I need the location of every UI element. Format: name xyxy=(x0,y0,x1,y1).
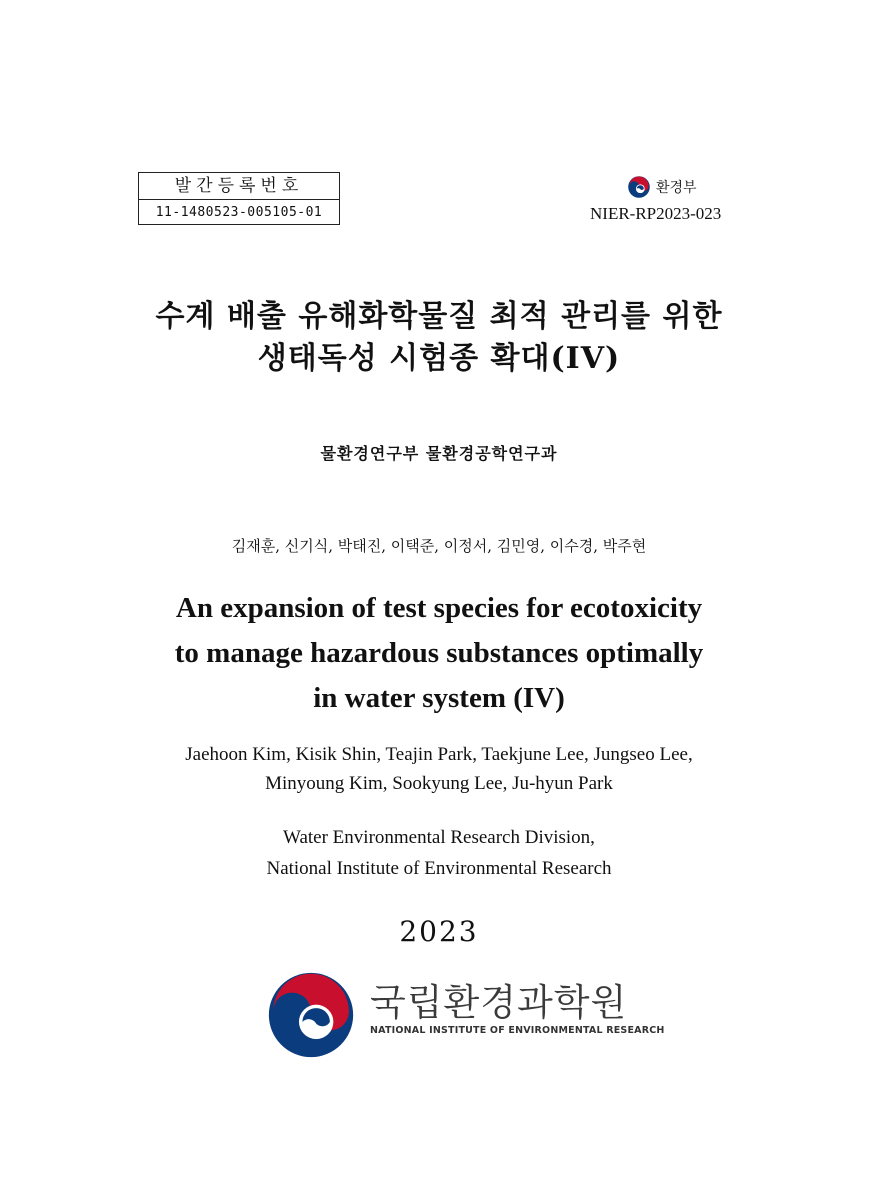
korean-title-line: 생태독성 시험종 확대(IV) xyxy=(257,341,621,376)
affiliation-english xyxy=(0,822,878,884)
department-korean: 물환경연구부 물환경공학연구과 xyxy=(320,444,558,463)
taegeuk-emblem-icon xyxy=(628,176,650,198)
authors-english-line: Jaehoon Kim, Kisik Shin, Teajin Park, Taekjune Lee, Jungseo Lee, xyxy=(185,744,693,765)
institute-name-korean: 국립환경과학원 xyxy=(370,980,628,1024)
authors-english xyxy=(0,740,878,798)
korean-title-line: 수계 배출 유해화학물질 최적 관리를 위한 xyxy=(155,299,723,334)
authors-english-line: Minyoung Kim, Sookyung Lee, Ju-hyun Park xyxy=(265,773,613,794)
affiliation-line: National Institute of Environmental Research xyxy=(266,858,612,879)
english-title xyxy=(0,586,878,721)
registration-box xyxy=(138,172,340,225)
english-title-line: An expansion of test species for ecotoxicity xyxy=(175,592,703,624)
english-title-line: to manage hazardous substances optimally xyxy=(174,637,704,669)
ministry-logo xyxy=(628,176,697,198)
report-number: NIER-RP2023-023 xyxy=(590,204,722,223)
taegeuk-emblem-icon xyxy=(268,972,354,1058)
institute-logo xyxy=(268,972,665,1058)
english-title-line: in water system (IV) xyxy=(313,682,565,714)
registration-number: 11-1480523-005105-01 xyxy=(155,205,323,220)
affiliation-line: Water Environmental Research Division, xyxy=(283,827,595,848)
publication-year: 2023 xyxy=(399,915,479,948)
institute-name-english: NATIONAL INSTITUTE OF ENVIRONMENTAL RESEARCH xyxy=(370,1024,665,1036)
korean-title xyxy=(0,296,878,380)
ministry-name: 환경부 xyxy=(656,180,697,196)
registration-label: 발간등록번호 xyxy=(139,173,339,200)
authors-korean: 김재훈, 신기식, 박태진, 이택준, 이정서, 김민영, 이수경, 박주현 xyxy=(231,537,647,555)
